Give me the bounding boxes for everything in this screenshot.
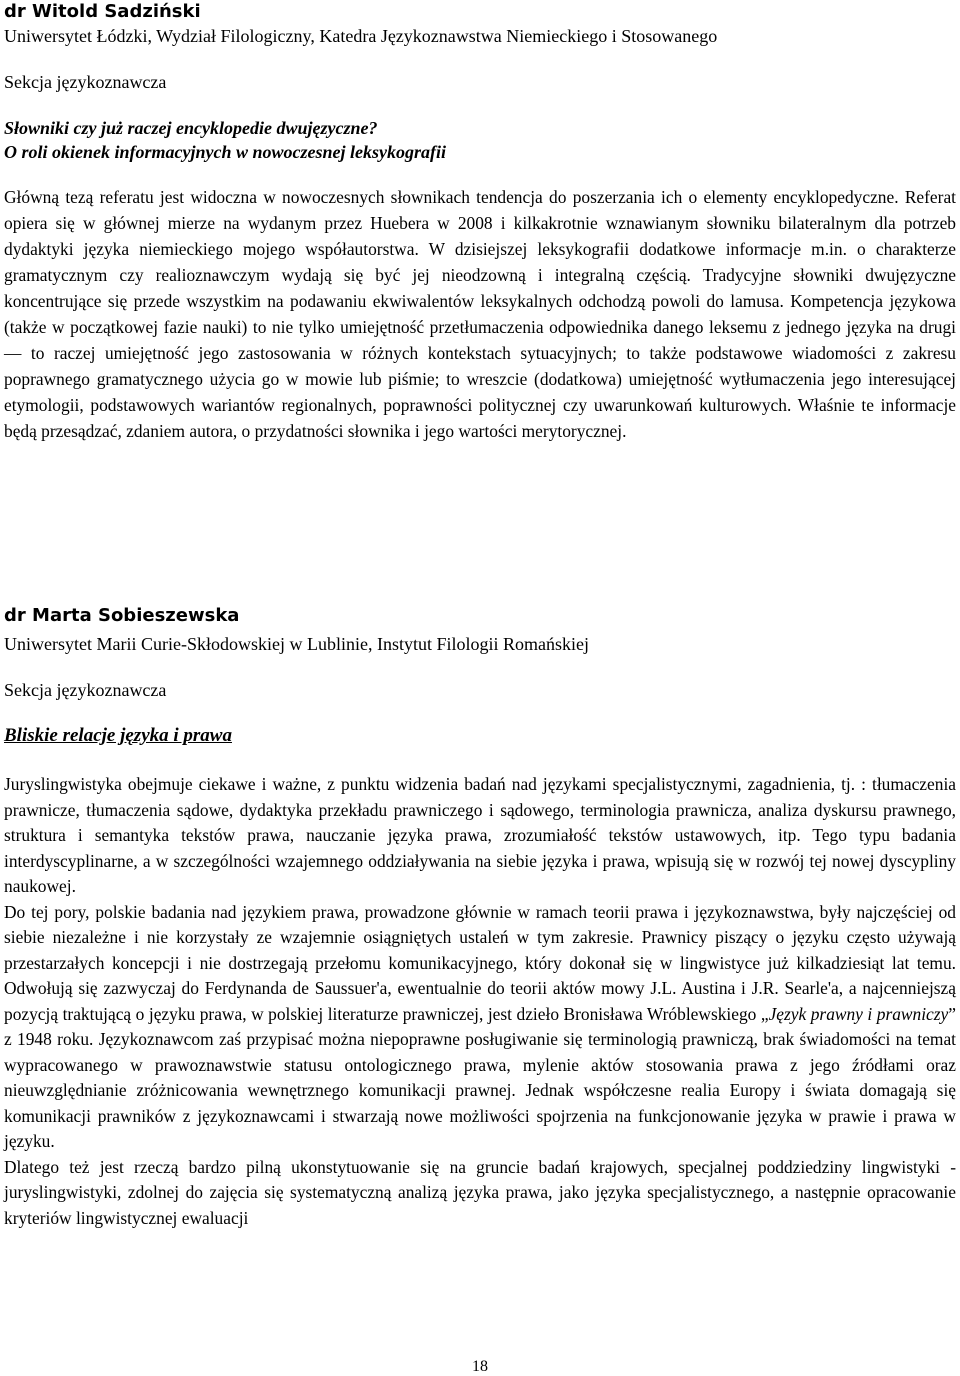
section-label: Sekcja językoznawcza <box>4 72 167 92</box>
page-number: 18 <box>472 1358 488 1375</box>
affiliation: Uniwersytet Marii Curie-Skłodowskiej w Lublinie, Instytut Filologii Romańskiej <box>4 634 589 654</box>
author-name: dr Witold Sadziński <box>4 1 201 22</box>
talk-title: Słowniki czy już raczej encyklopedie dwujęzyczne? <box>4 118 378 138</box>
author-name: dr Marta Sobieszewska <box>4 605 240 626</box>
abstract-paragraph <box>4 900 956 1155</box>
abstract-entry-2 <box>4 604 956 1231</box>
abstract-paragraph: Juryslingwistyka obejmuje ciekawe i ważne, z punktu widzenia badań nad językami specjalistycznymi, zagadnienia, tj. : tłumaczenia prawnicze, tłumaczenia sądowe, dydaktyka przekładu prawniczego i sądowego, terminologia prawnicza, analiza dyskursu prawnego, struktura i semantyka tekstów prawa, nauczanie języka prawa, zrozumiałość tekstów ustawowych, itp. Tego typu badania interdyscyplinarne, a w szczególności wzajemnego oddziaływania na siebie języka i prawa, wpisują się w rozwój tej nowej dyscypliny naukowej. <box>4 774 956 896</box>
paragraph-text: Do tej pory, polskie badania nad językiem prawa, prowadzone głównie w ramach teorii prawa i językoznawstwa, były najczęściej od siebie niezależne i nie korzystały ze wzajemnie osiągniętych ustaleń w tym zakresie. Prawnicy piszący o języku często używają przestarzałych koncepcji i nie dostrzegają przełomu komunikacyjnego, który dokonał się w lingwistyce już kilkadziesiąt lat temu. Odwołują się zazwyczaj do Ferdynanda de Saussuer'a, ewentualnie do teorii aktów mowy J.L. Austina i J.R. Searle'a, a najcenniejszą pozycją traktującą o języku prawa, w polskiej literaturze prawniczej, jest dzieło Bronisława Wróblewskiego „ <box>4 901 956 1024</box>
abstract-entry-1 <box>4 0 956 444</box>
abstract-paragraph: Dlatego też jest rzeczą bardzo pilną ukonstytuowanie się na gruncie badań krajowych, specjalnej poddziedziny lingwistyki - juryslingwistyki, zdolnej do zajęcia się systematyczną analizą języka prawa, jako języka specjalistycznego, a następnie opracowanie kryteriów lingwistycznej ewaluacji <box>4 1156 956 1228</box>
abstract-text: Główną tezą referatu jest widoczna w nowoczesnych słownikach tendencja do poszerzania ich o elementy encyklopedyczne. Referat opiera się w głównej mierze na wydanym przez Huebera w 2008 i kilkakrotnie wznawianym słowniku bilateralnym dla potrzeb dydaktyki języka niemieckiego mojego współautorstwa. W dzisiejszej leksykografii dodatkowe informacje m.in. o charakterze gramatycznym czy realioznawczym wydają się być jej nieodzowną i integralną częścią. Tradycyjne słowniki dwujęzyczne koncentrujące się przede wszystkim na podawaniu ekwiwalentów leksykalnych odchodzą powoli do lamusa. Kompetencja językowa (także w początkowej fazie nauki) to nie tylko umiejętność przetłumaczenia odpowiednika danego leksemu z jednego języka na drugi — to raczej umiejętność jego zastosowania w różnych kontekstach sytuacyjnych; to także podstawowe wiadomości z zakresu poprawnego gramatycznego użycia go w mowie lub piśmie; to wreszcie (dodatkowa) umiejętność wytłumaczenia jego interesującej etymologii, podstawowych wariantów regionalnych, poprawności politycznej czy uwarunkowań kulturowych. Właśnie te informacje będą przesądzać, zdaniem autora, o przydatności słownika i jego wartości merytorycznej. <box>4 187 956 441</box>
talk-title-line2: O roli okienek informacyjnych w nowoczesnej leksykografii <box>4 142 446 162</box>
book-title: Język prawny i prawniczy <box>768 1003 949 1024</box>
paragraph-text: ” z 1948 roku. Językoznawcom zaś przypisać można niepoprawne posługiwanie się terminologią prawniczą, brak świadomości na temat wypracowanego w prawoznawstwie statusu ontologicznego prawa, mylenie aktów stosowania prawa z jego źródłami oraz nieuwzględnianie zróżnicowania wewnętrznego komunikacji prawnej. Jednak współczesne realia Europy i świata domagają się komunikacji prawników z językoznawcami i stwarzają nowe możliwości spojrzenia na funkcjonowanie języka w prawie i prawa w języku. <box>4 1003 956 1151</box>
talk-title: Bliskie relacje języka i prawa <box>4 725 232 746</box>
affiliation: Uniwersytet Łódzki, Wydział Filologiczny, Katedra Językoznawstwa Niemieckiego i Stosowanego <box>4 26 718 46</box>
section-label: Sekcja językoznawcza <box>4 680 167 700</box>
